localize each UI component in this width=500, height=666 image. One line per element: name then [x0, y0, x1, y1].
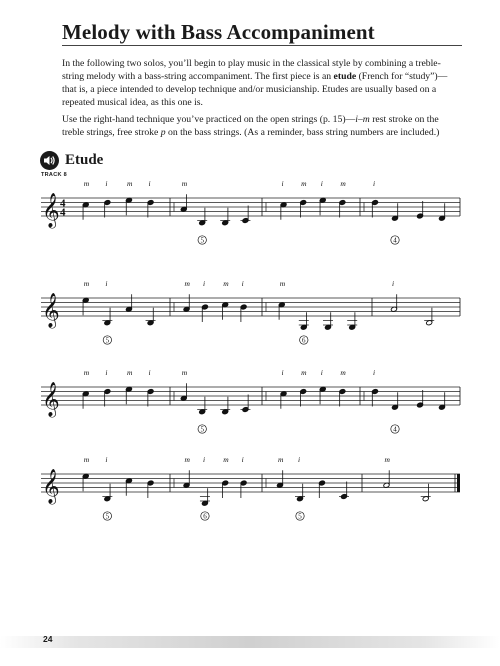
treble-clef-icon: 𝄞	[42, 470, 60, 503]
fingering-label: m	[301, 179, 307, 188]
intro-p2-line-1-end: rest stroke on the	[369, 114, 439, 125]
fingering-label: i	[373, 368, 376, 377]
string-number-label: 5	[200, 236, 204, 245]
time-signature-bottom: 4	[60, 206, 66, 219]
fingering-label: i	[320, 179, 323, 188]
treble-clef-icon: 𝄞	[42, 294, 60, 327]
fingering-label: i	[105, 368, 108, 377]
fingering-label: m	[223, 279, 229, 288]
fingering-label: i	[202, 455, 206, 464]
fingering-label: i	[105, 179, 108, 188]
fingering-label: i	[241, 279, 244, 288]
string-number-label: 5	[200, 425, 204, 434]
intro-p2-term-im: i–m	[355, 114, 370, 125]
fingering-label: i	[281, 368, 284, 377]
fingering-label: i	[281, 179, 284, 188]
fingering-label: m	[340, 179, 346, 188]
intro-p2-line-2: treble strings, free stroke	[62, 127, 161, 138]
treble-clef-icon: 𝄞	[42, 194, 60, 227]
fingering-label: m	[223, 455, 229, 464]
intro-p1-term-etude: etude	[333, 71, 357, 82]
fingering-label: m	[83, 455, 90, 464]
intro-p2-line-2-end: on the bass strings. (As a reminder, bass string numbers are included.)	[165, 127, 440, 138]
fingering-label: m	[83, 368, 90, 377]
fingering-label: i	[202, 279, 206, 288]
fingering-label: m	[184, 455, 190, 464]
track-label: TRACK 8	[41, 172, 67, 178]
string-number-label: 5	[105, 512, 110, 521]
fingering-label: i	[148, 368, 151, 377]
fingering-label: i	[392, 279, 395, 288]
string-number-label: 4	[393, 425, 397, 434]
fingering-label: m	[278, 455, 284, 464]
intro-p1-line-1: In the following two solos, you’ll begin to play music in the classical style by combining a treble-	[62, 58, 441, 69]
fingering-label: m	[279, 279, 286, 288]
time-signature-top: 4	[60, 197, 66, 210]
fingering-label: m	[126, 368, 133, 377]
fingering-label: i	[105, 279, 108, 288]
string-number-label: 5	[298, 512, 302, 521]
fingering-label: i	[148, 179, 151, 188]
fingering-label: m	[126, 179, 133, 188]
treble-clef-icon: 𝄞	[42, 383, 60, 416]
fingering-label: m	[181, 179, 188, 188]
string-number-label: 6	[203, 512, 207, 521]
string-number-label: 4	[393, 236, 397, 245]
final-barline-thick	[457, 474, 460, 492]
intro-p2-term-p: p	[160, 127, 166, 138]
intro-p2-line-1: Use the right-hand technique you’ve practiced on the open strings (p. 15)—	[62, 114, 356, 125]
fingering-label: i	[105, 455, 108, 464]
intro-p1-line-3: that is, a piece intended to develop technique and/or musicianship. Etudes are usually based on a	[62, 84, 437, 95]
intro-p1-line-4: repeated musical idea, as this one is.	[62, 97, 203, 108]
string-number-label: 6	[302, 336, 306, 345]
section-title: Etude	[65, 152, 104, 168]
fingering-label: i	[373, 179, 376, 188]
intro-p1-line-2: string melody with a bass-string accompaniment. The first piece is an	[62, 71, 334, 82]
fingering-label: m	[184, 279, 190, 288]
fingering-label: m	[301, 368, 307, 377]
fingering-label: m	[384, 455, 390, 464]
fingering-label: m	[181, 368, 188, 377]
page-number: 24	[43, 634, 53, 644]
fingering-label: m	[340, 368, 346, 377]
fingering-label: i	[298, 455, 301, 464]
fingering-label: i	[320, 368, 323, 377]
intro-p1-line-2-end: (French for “study”)—	[356, 71, 448, 82]
fingering-label: m	[83, 179, 90, 188]
fingering-label: i	[241, 455, 244, 464]
footer-bar	[0, 636, 500, 648]
string-number-label: 5	[105, 336, 110, 345]
page-title: Melody with Bass Accompaniment	[62, 20, 375, 44]
fingering-label: m	[83, 279, 90, 288]
